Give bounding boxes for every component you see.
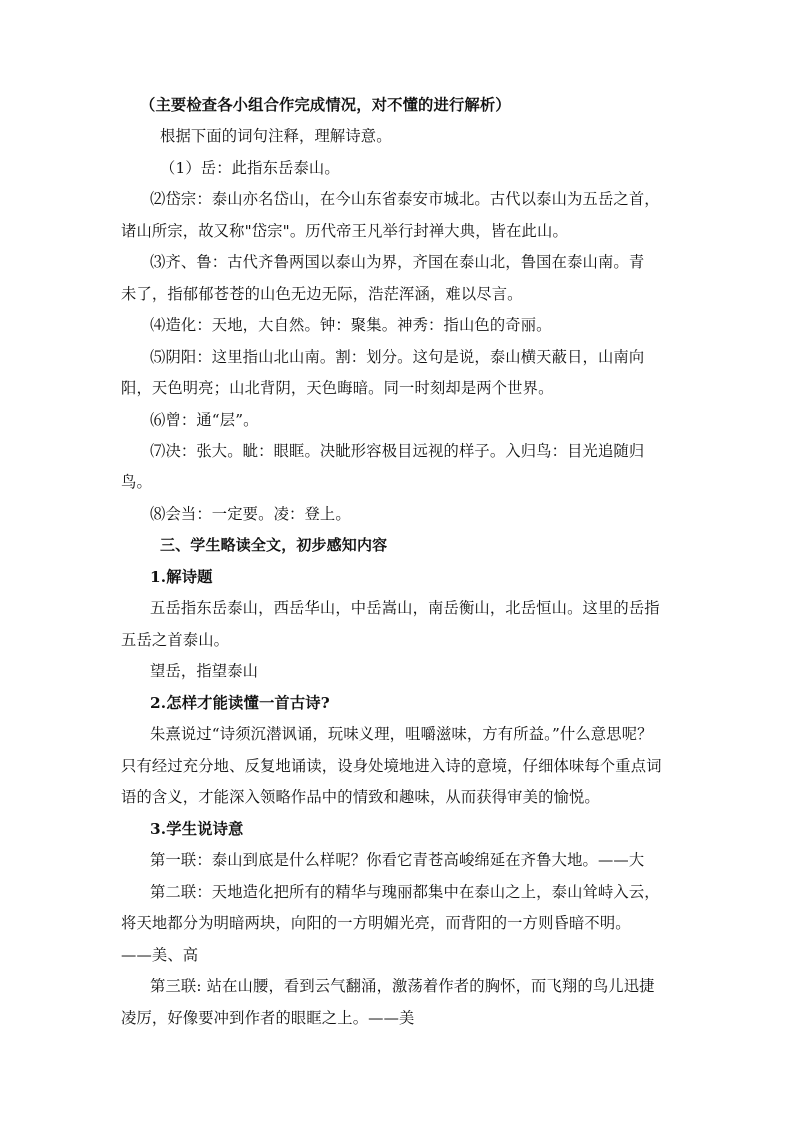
subheading-1: 1.解诗题	[150, 568, 213, 586]
mountains-paragraph-line-2: 五岳之首泰山。	[121, 631, 230, 649]
annotation-8: ⑻会当：一定要。凌：登上。	[150, 505, 351, 523]
annotation-5-line-2: 阳，天色明亮；山北背阴，天色晦暗。同一时刻却是两个世界。	[121, 379, 554, 397]
subheading-2: 2.怎样才能读懂一首古诗?	[150, 694, 330, 712]
teacher-note: （主要检查各小组合作完成情况，对不懂的进行解析）	[140, 96, 511, 114]
reading-paragraph-line-1: 朱熹说过“诗须沉潜讽诵，玩味义理，咀嚼滋味，方有所益。”什么意思呢？	[150, 725, 653, 743]
couplet-2-line-1: 第二联：天地造化把所有的精华与瑰丽都集中在泰山之上，泰山耸峙入云，	[150, 883, 660, 901]
title-meaning: 望岳，指望泰山	[150, 662, 259, 680]
annotation-1: （1）岳：此指东岳泰山。	[160, 159, 340, 177]
annotation-2-line-1: ⑵岱宗：泰山亦名岱山，在今山东省泰安市城北。古代以泰山为五岳之首，	[150, 190, 660, 208]
annotation-7-line-2: 鸟。	[121, 473, 152, 491]
mountains-paragraph-line-1: 五岳指东岳泰山，西岳华山，中岳嵩山，南岳衡山，北岳恒山。这里的岳指	[150, 599, 660, 617]
instruction-text: 根据下面的词句注释，理解诗意。	[160, 127, 392, 145]
annotation-4: ⑷造化：天地，大自然。钟：聚集。神秀：指山色的奇丽。	[150, 316, 552, 334]
couplet-3-line-1: 第三联: 站在山腰，看到云气翻涌，激荡着作者的胸怀，而飞翔的鸟儿迅捷	[150, 977, 655, 995]
couplet-1-text: 第一联：泰山到底是什么样呢？你看它青苍高峻绵延在齐鲁大地。——大	[150, 851, 645, 869]
reading-paragraph-line-3: 语的含义，才能深入领略作品中的情致和趣味，从而获得审美的愉悦。	[121, 788, 600, 806]
annotation-3-line-1: ⑶齐、鲁：古代齐鲁两国以泰山为界，齐国在泰山北，鲁国在泰山南。青	[150, 253, 645, 271]
annotation-6: ⑹曾：通“层”。	[150, 411, 259, 429]
annotation-3-line-2: 未了，指郁郁苍苍的山色无边无际，浩茫浑涵，难以尽言。	[121, 285, 523, 303]
couplet-2-line-2: 将天地都分为明暗两块，向阳的一方明媚光亮，而背阳的一方则昏暗不明。	[121, 914, 631, 932]
annotation-7-line-1: ⑺决：张大。眦：眼眶。决眦形容极目远视的样子。入归鸟：目光追随归	[150, 442, 645, 460]
couplet-2-line-3: ——美、高	[121, 946, 199, 964]
annotation-2-line-2: 诸山所宗，故又称"岱宗"。历代帝王凡举行封禅大典，皆在此山。	[121, 222, 568, 240]
section-heading-three: 三、学生略读全文，初步感知内容	[160, 536, 388, 554]
couplet-3-line-2: 凌厉，好像要冲到作者的眼眶之上。——美	[121, 1009, 415, 1027]
annotation-5-line-1: ⑸阴阳：这里指山北山南。割：划分。这句是说，泰山横天蔽日，山南向	[150, 348, 645, 366]
reading-paragraph-line-2: 只有经过充分地、反复地诵读，设身处境地进入诗的意境，仔细体味每个重点词	[121, 757, 662, 775]
subheading-3: 3.学生说诗意	[150, 820, 244, 838]
